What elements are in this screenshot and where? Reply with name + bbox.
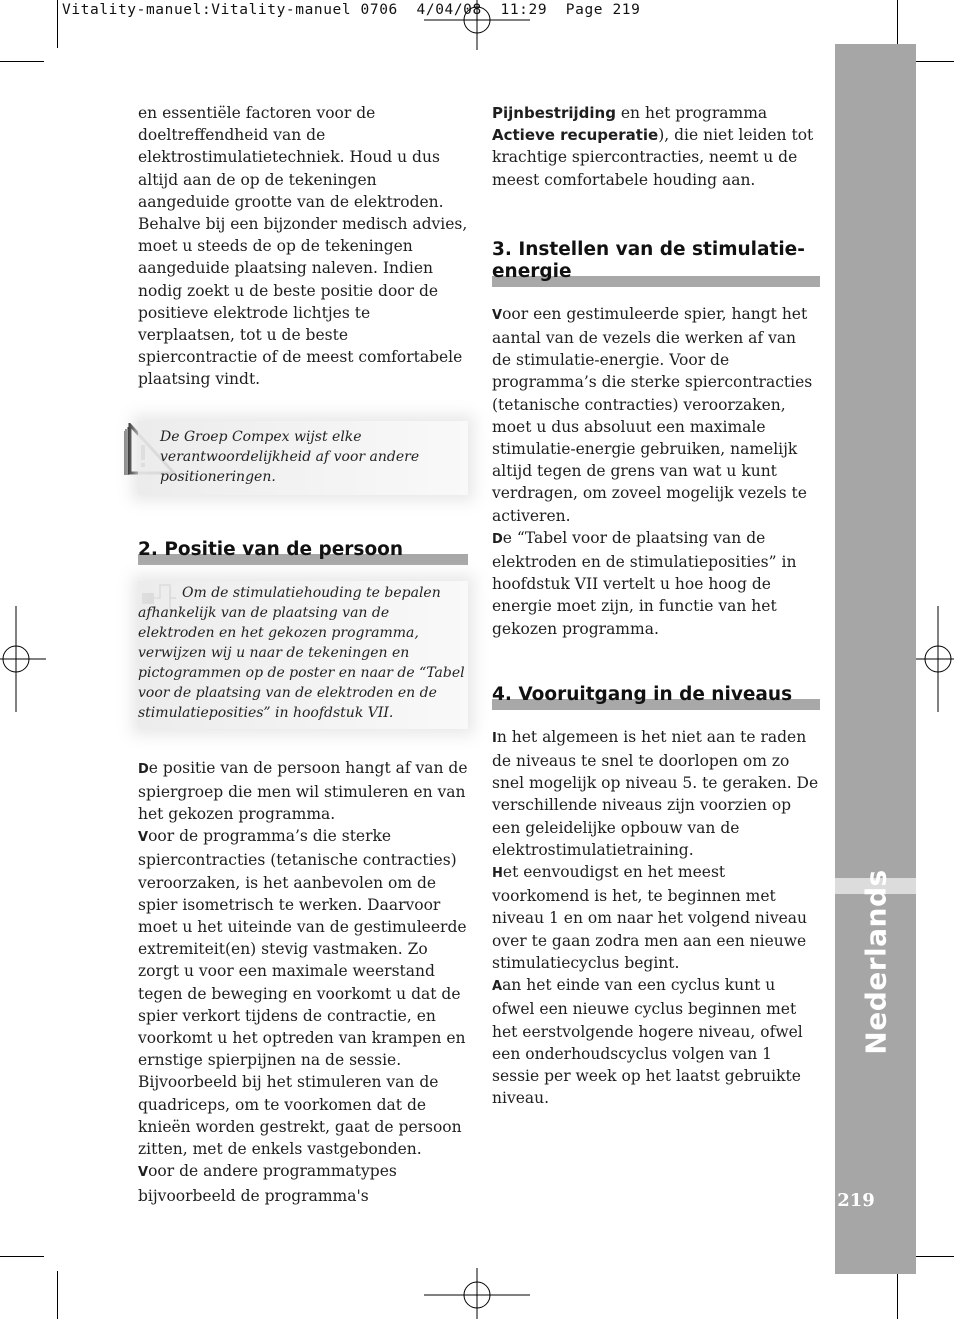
section-3-heading: 3. Instellen van de stimulatie-energie <box>492 239 820 285</box>
crop-mark <box>57 0 58 48</box>
section-2-paragraph-1: De positie van de persoon hangt af van de spiergroep die men wil stimuleren en van het gekozen programma. <box>138 758 468 824</box>
registration-mark-icon <box>424 1268 530 1319</box>
crop-mark <box>0 1256 44 1257</box>
section-3-paragraph-1: Voor een gestimuleerde spier, hangt het aantal van de vezels die werken af van de stimulatie-energie. Voor de programma’s die sterke spiercontracties (tetanische contracties) veroorzaken, moet u dus absoluut een maximale stimulatie-energie gebruiken, namelijk altijd tegen de grens van wat u kunt verdragen, om zoveel mogelijk vezels te activeren. <box>492 304 813 525</box>
warning-note <box>138 421 468 495</box>
crop-mark <box>57 1271 58 1319</box>
crop-mark <box>0 61 44 62</box>
registration-mark-icon <box>0 606 46 712</box>
section-4-paragraph-1: In het algemeen is het niet aan te raden de niveaus te snel te doorlopen om zo snel mogelijk op niveau 5. te geraken. De verschillende niveaus zijn voorzien op een geleidelijke opbouw van de elektrostimulatietraining. <box>492 727 819 859</box>
positioning-note-box <box>138 581 468 729</box>
language-label: Nederlands <box>859 869 893 1055</box>
positioning-note <box>138 581 468 729</box>
section-2-paragraph-3: Voor de andere programmatypes bijvoorbeeld de programma's <box>138 1162 397 1205</box>
section-4-heading: 4. Vooruitgang in de niveaus <box>492 684 820 708</box>
crop-mark <box>897 0 898 48</box>
registration-mark-icon <box>424 0 530 50</box>
right-column <box>492 102 820 1109</box>
warning-note-box <box>138 421 468 495</box>
crop-mark <box>897 1271 898 1319</box>
crop-mark <box>910 61 954 62</box>
language-sidebar <box>835 44 916 1274</box>
intro-paragraph: en essentiële factoren voor de doeltreffendheid van de elektrostimulatietechniek. Houd u dus altijd aan de op de tekeningen aangeduide grootte van de elektroden. Behalve bij een bijzonder medisch advies, moet u steeds de op de tekeningen aangeduide plaatsing naleven. Indien nodig zoekt u de beste positie door de positieve elektrode lichtjes te verplaatsen, tot u de beste spiercontractie of de meest comfortabele plaatsing vindt. <box>138 104 468 389</box>
section-2-paragraph-2: Voor de programma’s die sterke spiercontracties (tetanische contracties) veroorzaken, is het aanbevolen om de spier isometrisch te werken. Daarvoor moet u het uiteinde van de gestimuleerde extremiteit(en) stevig vastmaken. Zo zorgt u voor een maximale weerstand tegen de beweging en voorkomt u dat de spier verkort tijdens de contractie, en voorkomt u het optreden van krampen en ernstige spierpijnen na de sessie. Bijvoorbeeld bij het stimuleren van de quadriceps, om te voorkomen dat de knieën worden gestrekt, gaat de persoon zitten, met de enkels vastgebonden. <box>138 827 467 1159</box>
positioning-note-text: Om de stimulatiehouding te bepalen afhankelijk van de plaatsing van de elektroden en het gekozen programma, verwijzen wij u naar de tekeningen en pictogrammen op de poster en naar de “Tabel voor de plaatsing van de elektroden en de stimulatieposities” in hoofdstuk VII. <box>138 584 465 721</box>
warning-note-text: De Groep Compex wijst elke verantwoordelijkheid af voor andere positioneringen. <box>160 428 420 485</box>
print-header: Vitality-manuel:Vitality-manuel 0706 4/04/08 11:29 Page 219 <box>62 2 641 18</box>
section-3-paragraph-2: De “Tabel voor de plaatsing van de elektroden en de stimulatieposities” in hoofdstuk VII vertelt u hoe hoog de energie moet zijn, in functie van het gekozen programma. <box>492 528 797 638</box>
crop-mark <box>910 1256 954 1257</box>
continuation-paragraph: Pijnbestrijding en het programma Actieve recuperatie), die niet leiden tot krachtige spiercontracties, neemt u de meest comfortabele houding aan. <box>492 104 814 189</box>
section-2-heading: 2. Positie van de persoon <box>138 539 468 563</box>
section-4-paragraph-2: Het eenvoudigst en het meest voorkomend is het, te beginnen met niveau 1 en om naar het volgend niveau over te gaan zodra men aan een nieuwe stimulatiecyclus begint. <box>492 863 808 972</box>
section-4-paragraph-3: Aan het einde van een cyclus kunt u ofwel een nieuwe cyclus beginnen met het eerstvolgende hogere niveau, ofwel een onderhoudscyclus volgen van 1 sessie per week op het laatst gebruikte niveau. <box>492 976 803 1108</box>
left-column <box>138 102 468 1207</box>
page-number: 219 <box>837 1190 875 1211</box>
